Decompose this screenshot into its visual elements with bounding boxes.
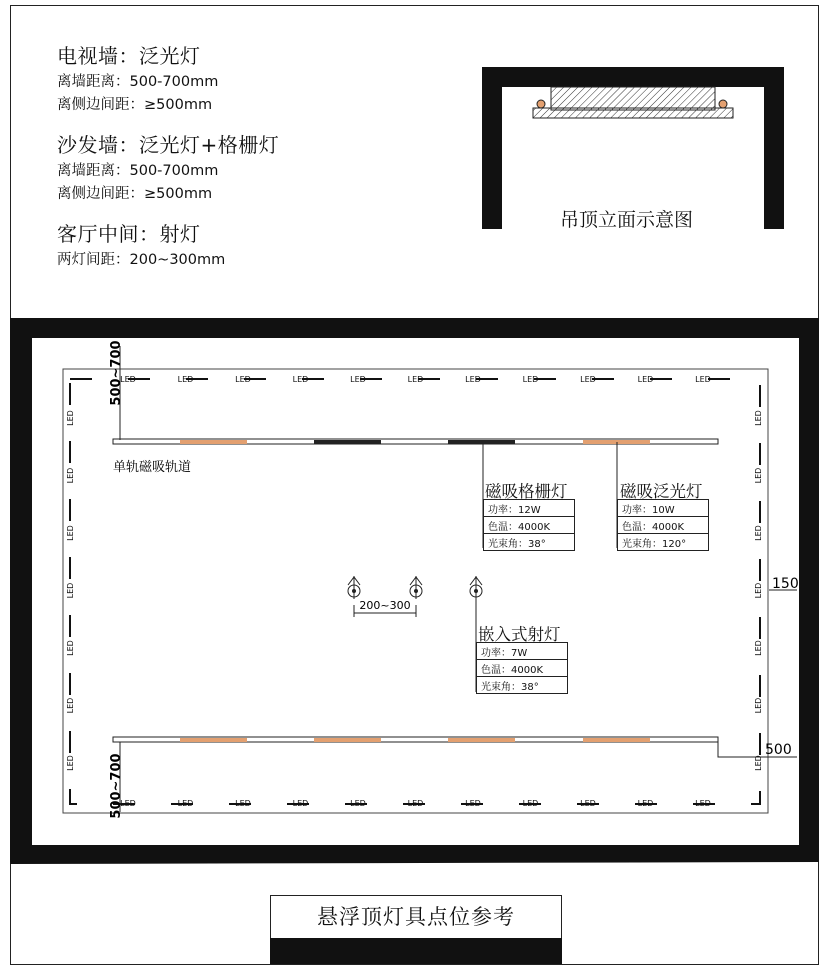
flood-light bbox=[180, 440, 247, 444]
grille-light-name: 磁吸格栅灯 bbox=[485, 482, 568, 501]
led-label: LED bbox=[66, 525, 75, 541]
track-label: 单轨磁吸轨道 bbox=[113, 460, 192, 475]
led-label: LED bbox=[407, 799, 424, 808]
led-label: LED bbox=[637, 375, 654, 384]
led-label: LED bbox=[177, 375, 194, 384]
note-heading: 电视墙：泛光灯 bbox=[57, 44, 201, 68]
flood-light-name: 磁吸泛光灯 bbox=[620, 482, 703, 501]
led-label: LED bbox=[637, 799, 654, 808]
note-heading: 沙发墙：泛光灯+格栅灯 bbox=[57, 133, 280, 157]
led-label: LED bbox=[754, 755, 763, 771]
note-line: 离侧边间距：≥500mm bbox=[57, 97, 213, 113]
led-label: LED bbox=[350, 799, 366, 808]
section-wall-right bbox=[764, 87, 784, 229]
led-label: LED bbox=[66, 410, 75, 426]
grille-light-specs bbox=[483, 499, 575, 551]
section-drop-block bbox=[551, 87, 715, 110]
spec-beam-angle: 光束角：38° bbox=[477, 677, 568, 694]
flood-light bbox=[583, 738, 650, 742]
wall-top bbox=[10, 318, 819, 338]
led-label: LED bbox=[580, 375, 596, 384]
spec-power: 功率：7W bbox=[477, 643, 568, 660]
led-label: LED bbox=[66, 582, 75, 599]
led-label: LED bbox=[754, 697, 763, 714]
flood-light bbox=[180, 738, 247, 742]
spotlight-icon bbox=[470, 576, 482, 599]
section-label: 吊顶立面示意图 bbox=[560, 209, 694, 231]
wall-left bbox=[10, 338, 32, 845]
grille-light bbox=[448, 440, 515, 444]
led-label: LED bbox=[292, 375, 309, 384]
led-label: LED bbox=[235, 375, 251, 384]
led-label: LED bbox=[754, 467, 763, 484]
section-strip-left bbox=[537, 100, 545, 108]
dim-top-wall: 500~700 bbox=[109, 340, 124, 406]
grille-light bbox=[314, 440, 381, 444]
led-label: LED bbox=[695, 375, 711, 384]
led-label: LED bbox=[177, 799, 194, 808]
section-strip-right bbox=[719, 100, 727, 108]
led-label: LED bbox=[66, 697, 75, 714]
led-label: LED bbox=[580, 799, 596, 808]
spec-power: 功率：10W bbox=[618, 500, 709, 517]
led-label: LED bbox=[754, 410, 763, 426]
note-line: 离侧边间距：≥500mm bbox=[57, 186, 213, 202]
section-ceiling-board bbox=[533, 108, 733, 118]
spec-color-temp: 色温：4000K bbox=[618, 517, 709, 534]
spec-power: 功率：12W bbox=[484, 500, 575, 517]
led-label: LED bbox=[465, 375, 481, 384]
flood-light bbox=[448, 738, 515, 742]
led-label: LED bbox=[235, 799, 251, 808]
led-label: LED bbox=[407, 375, 424, 384]
title-bar bbox=[270, 938, 562, 964]
led-label: LED bbox=[66, 467, 75, 484]
led-label: LED bbox=[522, 375, 539, 384]
led-label: LED bbox=[754, 525, 763, 541]
section-wall-left bbox=[482, 87, 502, 229]
spotlights bbox=[348, 576, 482, 599]
wall-right bbox=[799, 338, 819, 845]
section-slab bbox=[482, 67, 784, 87]
note-line: 离墙距离：500-700mm bbox=[57, 74, 219, 90]
led-label: LED bbox=[522, 799, 539, 808]
spec-color-temp: 色温：4000K bbox=[477, 660, 568, 677]
spot-light-name: 嵌入式射灯 bbox=[478, 625, 561, 644]
spec-beam-angle: 光束角：38° bbox=[484, 534, 575, 551]
led-label: LED bbox=[120, 375, 136, 384]
led-label: LED bbox=[120, 799, 136, 808]
drawing-title: 悬浮顶灯具点位参考 bbox=[270, 895, 562, 939]
spotlight-icon bbox=[348, 576, 360, 599]
led-label: LED bbox=[292, 799, 309, 808]
dim-right-500: 500 bbox=[765, 742, 792, 758]
flood-light-specs bbox=[617, 499, 709, 551]
spec-color-temp: 色温：4000K bbox=[484, 517, 575, 534]
spec-beam-angle: 光束角：120° bbox=[618, 534, 709, 551]
note-heading: 客厅中间：射灯 bbox=[57, 222, 201, 246]
note-line: 离墙距离：500-700mm bbox=[57, 163, 219, 179]
spot-light-specs bbox=[476, 642, 568, 694]
dim-right-150: 150 bbox=[772, 576, 799, 592]
wall-bottom bbox=[10, 845, 819, 864]
led-label: LED bbox=[465, 799, 481, 808]
flood-light bbox=[314, 738, 381, 742]
spot-spacing-label: 200~300 bbox=[359, 599, 411, 612]
note-line: 两灯间距：200~300mm bbox=[57, 252, 226, 268]
led-label: LED bbox=[66, 755, 75, 771]
led-label: LED bbox=[754, 582, 763, 599]
dim-bottom-wall: 500~700 bbox=[109, 753, 124, 819]
led-label: LED bbox=[66, 640, 75, 656]
led-label: LED bbox=[695, 799, 711, 808]
led-label: LED bbox=[754, 640, 763, 656]
spotlight-icon bbox=[410, 576, 422, 599]
led-label: LED bbox=[350, 375, 366, 384]
